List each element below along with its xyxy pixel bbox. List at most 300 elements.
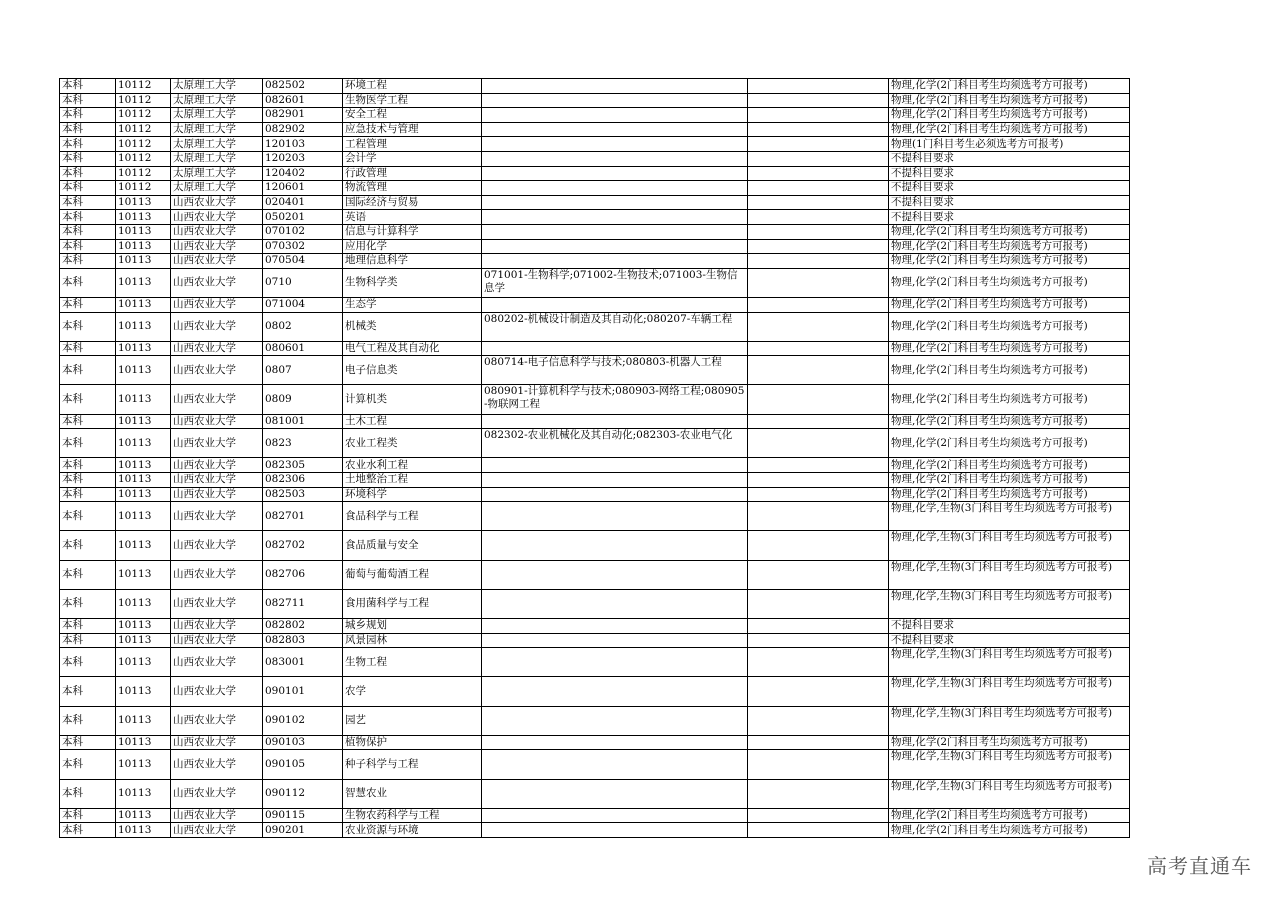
school-code-cell: 10113 bbox=[116, 750, 171, 779]
level-cell: 本科 bbox=[60, 779, 116, 808]
major-code-cell: 070302 bbox=[263, 239, 343, 254]
remark-cell bbox=[748, 633, 889, 648]
included-majors-cell bbox=[482, 531, 748, 560]
major-name-cell: 国际经济与贸易 bbox=[343, 195, 482, 210]
major-name-cell: 生物工程 bbox=[343, 648, 482, 677]
school-name-cell: 山西农业大学 bbox=[171, 312, 263, 341]
school-code-cell: 10113 bbox=[116, 589, 171, 618]
subject-requirement-cell: 物理,化学(2门科目考生均须选考方可报考) bbox=[889, 414, 1130, 429]
included-majors-cell bbox=[482, 589, 748, 618]
school-name-cell: 山西农业大学 bbox=[171, 808, 263, 823]
major-code-cell: 0807 bbox=[263, 356, 343, 385]
included-majors-cell bbox=[482, 254, 748, 269]
major-code-cell: 082706 bbox=[263, 560, 343, 589]
level-cell: 本科 bbox=[60, 589, 116, 618]
table-row bbox=[60, 166, 1130, 181]
subject-requirement-cell: 物理,化学(2门科目考生均须选考方可报考) bbox=[889, 429, 1130, 458]
table-row bbox=[60, 808, 1130, 823]
table-body bbox=[60, 79, 1130, 838]
major-name-cell: 土木工程 bbox=[343, 414, 482, 429]
school-code-cell: 10113 bbox=[116, 458, 171, 473]
major-name-cell: 生态学 bbox=[343, 297, 482, 312]
table-row bbox=[60, 823, 1130, 838]
remark-cell bbox=[748, 735, 889, 750]
level-cell: 本科 bbox=[60, 312, 116, 341]
major-name-cell: 生物农药科学与工程 bbox=[343, 808, 482, 823]
subject-requirement-cell: 不提科目要求 bbox=[889, 195, 1130, 210]
level-cell: 本科 bbox=[60, 166, 116, 181]
table-row bbox=[60, 677, 1130, 706]
school-code-cell: 10113 bbox=[116, 429, 171, 458]
major-code-cell: 070504 bbox=[263, 254, 343, 269]
level-cell: 本科 bbox=[60, 195, 116, 210]
table-row bbox=[60, 254, 1130, 269]
school-code-cell: 10112 bbox=[116, 79, 171, 94]
major-code-cell: 082701 bbox=[263, 502, 343, 531]
school-name-cell: 山西农业大学 bbox=[171, 254, 263, 269]
subject-requirement-cell: 物理,化学(2门科目考生均须选考方可报考) bbox=[889, 93, 1130, 108]
included-majors-cell: 080901-计算机科学与技术;080903-网络工程;080905-物联网工程 bbox=[482, 385, 748, 414]
major-name-cell: 食品科学与工程 bbox=[343, 502, 482, 531]
major-name-cell: 环境科学 bbox=[343, 487, 482, 502]
table-row bbox=[60, 210, 1130, 225]
included-majors-cell bbox=[482, 750, 748, 779]
major-name-cell: 农业工程类 bbox=[343, 429, 482, 458]
table-row bbox=[60, 618, 1130, 633]
table-row bbox=[60, 414, 1130, 429]
major-name-cell: 电子信息类 bbox=[343, 356, 482, 385]
included-majors-cell bbox=[482, 560, 748, 589]
major-code-cell: 120601 bbox=[263, 181, 343, 196]
major-name-cell: 计算机类 bbox=[343, 385, 482, 414]
included-majors-cell bbox=[482, 137, 748, 152]
major-name-cell: 行政管理 bbox=[343, 166, 482, 181]
school-code-cell: 10113 bbox=[116, 341, 171, 356]
included-majors-cell bbox=[482, 735, 748, 750]
school-code-cell: 10112 bbox=[116, 181, 171, 196]
school-name-cell: 太原理工大学 bbox=[171, 151, 263, 166]
school-code-cell: 10112 bbox=[116, 137, 171, 152]
level-cell: 本科 bbox=[60, 473, 116, 488]
school-name-cell: 太原理工大学 bbox=[171, 122, 263, 137]
table-row bbox=[60, 181, 1130, 196]
included-majors-cell bbox=[482, 166, 748, 181]
school-name-cell: 太原理工大学 bbox=[171, 137, 263, 152]
remark-cell bbox=[748, 677, 889, 706]
major-code-cell: 090101 bbox=[263, 677, 343, 706]
major-name-cell: 智慧农业 bbox=[343, 779, 482, 808]
school-name-cell: 山西农业大学 bbox=[171, 648, 263, 677]
included-majors-cell bbox=[482, 808, 748, 823]
subject-requirement-cell: 物理,化学(2门科目考生均须选考方可报考) bbox=[889, 122, 1130, 137]
major-code-cell: 082601 bbox=[263, 93, 343, 108]
table-row bbox=[60, 589, 1130, 618]
level-cell: 本科 bbox=[60, 706, 116, 735]
table-row bbox=[60, 750, 1130, 779]
school-name-cell: 山西农业大学 bbox=[171, 210, 263, 225]
school-name-cell: 山西农业大学 bbox=[171, 473, 263, 488]
table-row bbox=[60, 93, 1130, 108]
level-cell: 本科 bbox=[60, 108, 116, 123]
included-majors-cell bbox=[482, 93, 748, 108]
subject-requirement-cell: 物理,化学(2门科目考生均须选考方可报考) bbox=[889, 312, 1130, 341]
table-row bbox=[60, 648, 1130, 677]
subject-requirement-cell: 物理,化学,生物(3门科目考生均须选考方可报考) bbox=[889, 531, 1130, 560]
included-majors-cell bbox=[482, 648, 748, 677]
school-name-cell: 山西农业大学 bbox=[171, 239, 263, 254]
subject-requirement-cell: 物理,化学(2门科目考生均须选考方可报考) bbox=[889, 458, 1130, 473]
school-code-cell: 10113 bbox=[116, 808, 171, 823]
major-name-cell: 英语 bbox=[343, 210, 482, 225]
subject-requirement-cell: 物理,化学(2门科目考生均须选考方可报考) bbox=[889, 254, 1130, 269]
school-code-cell: 10113 bbox=[116, 224, 171, 239]
subject-requirement-cell: 不提科目要求 bbox=[889, 618, 1130, 633]
major-name-cell: 信息与计算科学 bbox=[343, 224, 482, 239]
remark-cell bbox=[748, 341, 889, 356]
major-code-cell: 082711 bbox=[263, 589, 343, 618]
school-code-cell: 10113 bbox=[116, 473, 171, 488]
school-code-cell: 10113 bbox=[116, 414, 171, 429]
school-name-cell: 山西农业大学 bbox=[171, 633, 263, 648]
school-code-cell: 10113 bbox=[116, 735, 171, 750]
level-cell: 本科 bbox=[60, 224, 116, 239]
school-name-cell: 山西农业大学 bbox=[171, 823, 263, 838]
table-row bbox=[60, 633, 1130, 648]
major-code-cell: 090103 bbox=[263, 735, 343, 750]
major-code-cell: 090105 bbox=[263, 750, 343, 779]
major-code-cell: 070102 bbox=[263, 224, 343, 239]
table-row bbox=[60, 560, 1130, 589]
major-name-cell: 农业资源与环境 bbox=[343, 823, 482, 838]
remark-cell bbox=[748, 137, 889, 152]
level-cell: 本科 bbox=[60, 414, 116, 429]
school-name-cell: 山西农业大学 bbox=[171, 750, 263, 779]
major-name-cell: 应用化学 bbox=[343, 239, 482, 254]
remark-cell bbox=[748, 750, 889, 779]
remark-cell bbox=[748, 429, 889, 458]
remark-cell bbox=[748, 239, 889, 254]
school-name-cell: 山西农业大学 bbox=[171, 414, 263, 429]
major-code-cell: 082306 bbox=[263, 473, 343, 488]
major-code-cell: 120203 bbox=[263, 151, 343, 166]
included-majors-cell bbox=[482, 151, 748, 166]
major-code-cell: 0802 bbox=[263, 312, 343, 341]
major-name-cell: 地理信息科学 bbox=[343, 254, 482, 269]
included-majors-cell bbox=[482, 341, 748, 356]
major-name-cell: 生物科学类 bbox=[343, 268, 482, 297]
level-cell: 本科 bbox=[60, 487, 116, 502]
remark-cell bbox=[748, 224, 889, 239]
table-row bbox=[60, 122, 1130, 137]
major-code-cell: 082502 bbox=[263, 79, 343, 94]
school-name-cell: 山西农业大学 bbox=[171, 487, 263, 502]
school-name-cell: 山西农业大学 bbox=[171, 677, 263, 706]
school-code-cell: 10113 bbox=[116, 823, 171, 838]
school-code-cell: 10113 bbox=[116, 356, 171, 385]
school-name-cell: 山西农业大学 bbox=[171, 458, 263, 473]
level-cell: 本科 bbox=[60, 122, 116, 137]
school-code-cell: 10112 bbox=[116, 151, 171, 166]
school-code-cell: 10112 bbox=[116, 108, 171, 123]
subject-requirement-cell: 物理,化学(2门科目考生均须选考方可报考) bbox=[889, 108, 1130, 123]
subject-requirement-cell: 物理,化学(2门科目考生均须选考方可报考) bbox=[889, 79, 1130, 94]
table-row bbox=[60, 341, 1130, 356]
school-code-cell: 10113 bbox=[116, 239, 171, 254]
major-name-cell: 种子科学与工程 bbox=[343, 750, 482, 779]
included-majors-cell bbox=[482, 618, 748, 633]
remark-cell bbox=[748, 297, 889, 312]
school-code-cell: 10113 bbox=[116, 195, 171, 210]
subject-requirement-cell: 物理,化学,生物(3门科目考生均须选考方可报考) bbox=[889, 750, 1130, 779]
remark-cell bbox=[748, 268, 889, 297]
school-code-cell: 10113 bbox=[116, 618, 171, 633]
subject-requirement-cell: 物理,化学,生物(3门科目考生均须选考方可报考) bbox=[889, 502, 1130, 531]
table-row bbox=[60, 487, 1130, 502]
included-majors-cell bbox=[482, 122, 748, 137]
major-code-cell: 082901 bbox=[263, 108, 343, 123]
school-name-cell: 太原理工大学 bbox=[171, 181, 263, 196]
table-row bbox=[60, 429, 1130, 458]
remark-cell bbox=[748, 531, 889, 560]
school-name-cell: 山西农业大学 bbox=[171, 356, 263, 385]
included-majors-cell bbox=[482, 181, 748, 196]
subject-requirement-cell: 物理,化学(2门科目考生均须选考方可报考) bbox=[889, 735, 1130, 750]
school-name-cell: 山西农业大学 bbox=[171, 268, 263, 297]
level-cell: 本科 bbox=[60, 79, 116, 94]
table-row bbox=[60, 151, 1130, 166]
major-name-cell: 电气工程及其自动化 bbox=[343, 341, 482, 356]
remark-cell bbox=[748, 458, 889, 473]
major-name-cell: 工程管理 bbox=[343, 137, 482, 152]
major-code-cell: 082702 bbox=[263, 531, 343, 560]
subject-requirement-cell: 物理,化学,生物(3门科目考生均须选考方可报考) bbox=[889, 560, 1130, 589]
school-name-cell: 山西农业大学 bbox=[171, 618, 263, 633]
level-cell: 本科 bbox=[60, 823, 116, 838]
school-name-cell: 山西农业大学 bbox=[171, 589, 263, 618]
major-code-cell: 082503 bbox=[263, 487, 343, 502]
subject-requirement-cell: 物理,化学(2门科目考生均须选考方可报考) bbox=[889, 341, 1130, 356]
major-name-cell: 城乡规划 bbox=[343, 618, 482, 633]
watermark-text: 高考直通车 bbox=[1147, 854, 1252, 878]
major-code-cell: 020401 bbox=[263, 195, 343, 210]
level-cell: 本科 bbox=[60, 458, 116, 473]
school-name-cell: 山西农业大学 bbox=[171, 779, 263, 808]
remark-cell bbox=[748, 195, 889, 210]
remark-cell bbox=[748, 618, 889, 633]
table-row bbox=[60, 502, 1130, 531]
level-cell: 本科 bbox=[60, 356, 116, 385]
level-cell: 本科 bbox=[60, 808, 116, 823]
major-code-cell: 090102 bbox=[263, 706, 343, 735]
subject-requirement-cell: 不提科目要求 bbox=[889, 210, 1130, 225]
included-majors-cell bbox=[482, 823, 748, 838]
table-row bbox=[60, 735, 1130, 750]
school-name-cell: 太原理工大学 bbox=[171, 108, 263, 123]
admission-requirements-table bbox=[59, 78, 1130, 838]
school-name-cell: 山西农业大学 bbox=[171, 560, 263, 589]
table-row bbox=[60, 312, 1130, 341]
major-code-cell: 080601 bbox=[263, 341, 343, 356]
school-name-cell: 太原理工大学 bbox=[171, 93, 263, 108]
table-row bbox=[60, 268, 1130, 297]
included-majors-cell: 080714-电子信息科学与技术;080803-机器人工程 bbox=[482, 356, 748, 385]
school-name-cell: 山西农业大学 bbox=[171, 297, 263, 312]
major-name-cell: 植物保护 bbox=[343, 735, 482, 750]
school-code-cell: 10113 bbox=[116, 677, 171, 706]
remark-cell bbox=[748, 312, 889, 341]
school-code-cell: 10113 bbox=[116, 648, 171, 677]
remark-cell bbox=[748, 808, 889, 823]
major-name-cell: 农学 bbox=[343, 677, 482, 706]
included-majors-cell bbox=[482, 239, 748, 254]
school-code-cell: 10112 bbox=[116, 166, 171, 181]
included-majors-cell bbox=[482, 297, 748, 312]
major-code-cell: 120402 bbox=[263, 166, 343, 181]
subject-requirement-cell: 不提科目要求 bbox=[889, 633, 1130, 648]
level-cell: 本科 bbox=[60, 633, 116, 648]
major-code-cell: 071004 bbox=[263, 297, 343, 312]
remark-cell bbox=[748, 648, 889, 677]
level-cell: 本科 bbox=[60, 137, 116, 152]
school-code-cell: 10113 bbox=[116, 779, 171, 808]
major-code-cell: 082803 bbox=[263, 633, 343, 648]
included-majors-cell: 080202-机械设计制造及其自动化;080207-车辆工程 bbox=[482, 312, 748, 341]
table-row bbox=[60, 779, 1130, 808]
major-name-cell: 园艺 bbox=[343, 706, 482, 735]
remark-cell bbox=[748, 502, 889, 531]
school-name-cell: 山西农业大学 bbox=[171, 502, 263, 531]
level-cell: 本科 bbox=[60, 750, 116, 779]
level-cell: 本科 bbox=[60, 93, 116, 108]
remark-cell bbox=[748, 254, 889, 269]
level-cell: 本科 bbox=[60, 385, 116, 414]
table-row bbox=[60, 458, 1130, 473]
level-cell: 本科 bbox=[60, 735, 116, 750]
subject-requirement-cell: 不提科目要求 bbox=[889, 166, 1130, 181]
major-name-cell: 机械类 bbox=[343, 312, 482, 341]
remark-cell bbox=[748, 356, 889, 385]
level-cell: 本科 bbox=[60, 210, 116, 225]
school-code-cell: 10113 bbox=[116, 706, 171, 735]
major-name-cell: 环境工程 bbox=[343, 79, 482, 94]
subject-requirement-cell: 物理,化学(2门科目考生均须选考方可报考) bbox=[889, 239, 1130, 254]
school-code-cell: 10113 bbox=[116, 268, 171, 297]
school-name-cell: 太原理工大学 bbox=[171, 79, 263, 94]
school-name-cell: 山西农业大学 bbox=[171, 224, 263, 239]
level-cell: 本科 bbox=[60, 268, 116, 297]
school-code-cell: 10113 bbox=[116, 385, 171, 414]
included-majors-cell: 071001-生物科学;071002-生物技术;071003-生物信息学 bbox=[482, 268, 748, 297]
table-row bbox=[60, 531, 1130, 560]
level-cell: 本科 bbox=[60, 648, 116, 677]
school-code-cell: 10113 bbox=[116, 210, 171, 225]
included-majors-cell bbox=[482, 108, 748, 123]
level-cell: 本科 bbox=[60, 341, 116, 356]
table-row bbox=[60, 239, 1130, 254]
school-name-cell: 山西农业大学 bbox=[171, 429, 263, 458]
subject-requirement-cell: 不提科目要求 bbox=[889, 181, 1130, 196]
major-name-cell: 应急技术与管理 bbox=[343, 122, 482, 137]
included-majors-cell bbox=[482, 779, 748, 808]
school-name-cell: 山西农业大学 bbox=[171, 195, 263, 210]
school-code-cell: 10113 bbox=[116, 633, 171, 648]
table-row bbox=[60, 473, 1130, 488]
school-code-cell: 10112 bbox=[116, 93, 171, 108]
school-name-cell: 山西农业大学 bbox=[171, 531, 263, 560]
major-code-cell: 090201 bbox=[263, 823, 343, 838]
level-cell: 本科 bbox=[60, 239, 116, 254]
subject-requirement-cell: 物理,化学(2门科目考生均须选考方可报考) bbox=[889, 473, 1130, 488]
remark-cell bbox=[748, 706, 889, 735]
included-majors-cell bbox=[482, 706, 748, 735]
school-name-cell: 山西农业大学 bbox=[171, 341, 263, 356]
remark-cell bbox=[748, 108, 889, 123]
level-cell: 本科 bbox=[60, 297, 116, 312]
subject-requirement-cell: 物理,化学(2门科目考生均须选考方可报考) bbox=[889, 808, 1130, 823]
remark-cell bbox=[748, 93, 889, 108]
major-code-cell: 082802 bbox=[263, 618, 343, 633]
included-majors-cell bbox=[482, 414, 748, 429]
included-majors-cell bbox=[482, 458, 748, 473]
school-code-cell: 10113 bbox=[116, 531, 171, 560]
subject-requirement-cell: 物理,化学,生物(3门科目考生均须选考方可报考) bbox=[889, 677, 1130, 706]
major-code-cell: 083001 bbox=[263, 648, 343, 677]
school-code-cell: 10113 bbox=[116, 560, 171, 589]
remark-cell bbox=[748, 589, 889, 618]
major-code-cell: 050201 bbox=[263, 210, 343, 225]
level-cell: 本科 bbox=[60, 618, 116, 633]
major-name-cell: 生物医学工程 bbox=[343, 93, 482, 108]
remark-cell bbox=[748, 79, 889, 94]
included-majors-cell bbox=[482, 677, 748, 706]
subject-requirement-cell: 物理,化学(2门科目考生均须选考方可报考) bbox=[889, 356, 1130, 385]
school-name-cell: 山西农业大学 bbox=[171, 385, 263, 414]
level-cell: 本科 bbox=[60, 677, 116, 706]
level-cell: 本科 bbox=[60, 531, 116, 560]
major-code-cell: 082902 bbox=[263, 122, 343, 137]
table-row bbox=[60, 356, 1130, 385]
school-code-cell: 10113 bbox=[116, 254, 171, 269]
table-row bbox=[60, 195, 1130, 210]
major-name-cell: 农业水利工程 bbox=[343, 458, 482, 473]
remark-cell bbox=[748, 181, 889, 196]
subject-requirement-cell: 物理,化学,生物(3门科目考生均须选考方可报考) bbox=[889, 648, 1130, 677]
table-row bbox=[60, 706, 1130, 735]
included-majors-cell bbox=[482, 79, 748, 94]
remark-cell bbox=[748, 166, 889, 181]
major-name-cell: 土地整治工程 bbox=[343, 473, 482, 488]
included-majors-cell: 082302-农业机械化及其自动化;082303-农业电气化 bbox=[482, 429, 748, 458]
major-name-cell: 物流管理 bbox=[343, 181, 482, 196]
remark-cell bbox=[748, 473, 889, 488]
school-code-cell: 10113 bbox=[116, 312, 171, 341]
school-code-cell: 10113 bbox=[116, 502, 171, 531]
table-row bbox=[60, 224, 1130, 239]
school-code-cell: 10112 bbox=[116, 122, 171, 137]
subject-requirement-cell: 物理,化学(2门科目考生均须选考方可报考) bbox=[889, 297, 1130, 312]
subject-requirement-cell: 物理,化学,生物(3门科目考生均须选考方可报考) bbox=[889, 779, 1130, 808]
included-majors-cell bbox=[482, 195, 748, 210]
subject-requirement-cell: 物理,化学(2门科目考生均须选考方可报考) bbox=[889, 385, 1130, 414]
major-code-cell: 081001 bbox=[263, 414, 343, 429]
remark-cell bbox=[748, 779, 889, 808]
included-majors-cell bbox=[482, 633, 748, 648]
level-cell: 本科 bbox=[60, 502, 116, 531]
remark-cell bbox=[748, 560, 889, 589]
level-cell: 本科 bbox=[60, 429, 116, 458]
level-cell: 本科 bbox=[60, 560, 116, 589]
remark-cell bbox=[748, 385, 889, 414]
